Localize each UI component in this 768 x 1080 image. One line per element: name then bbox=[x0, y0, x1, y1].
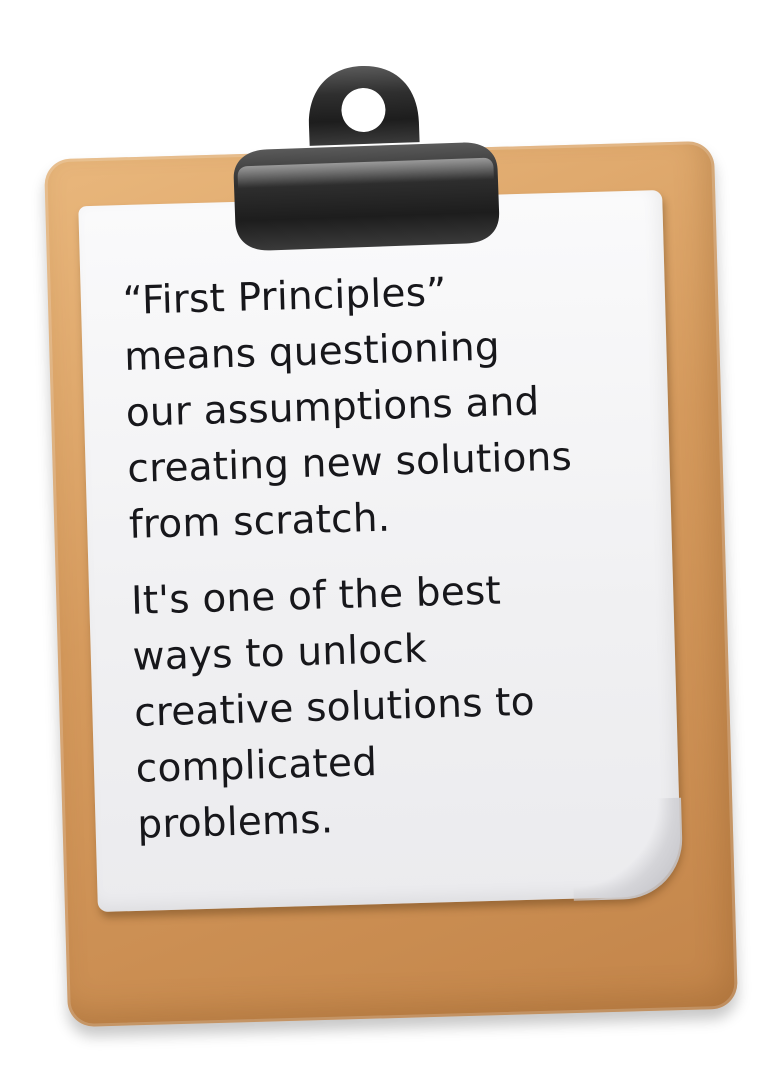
quote-text bbox=[122, 259, 679, 874]
clipboard-clip-icon bbox=[202, 46, 529, 262]
quote-paragraph-1: “First Principles” means questioning our assumptions and creating new solutions from scratch. bbox=[122, 269, 573, 548]
quote-paragraph-2: It's one of the best ways to unlock creative solutions to complicated problems. bbox=[130, 568, 536, 848]
